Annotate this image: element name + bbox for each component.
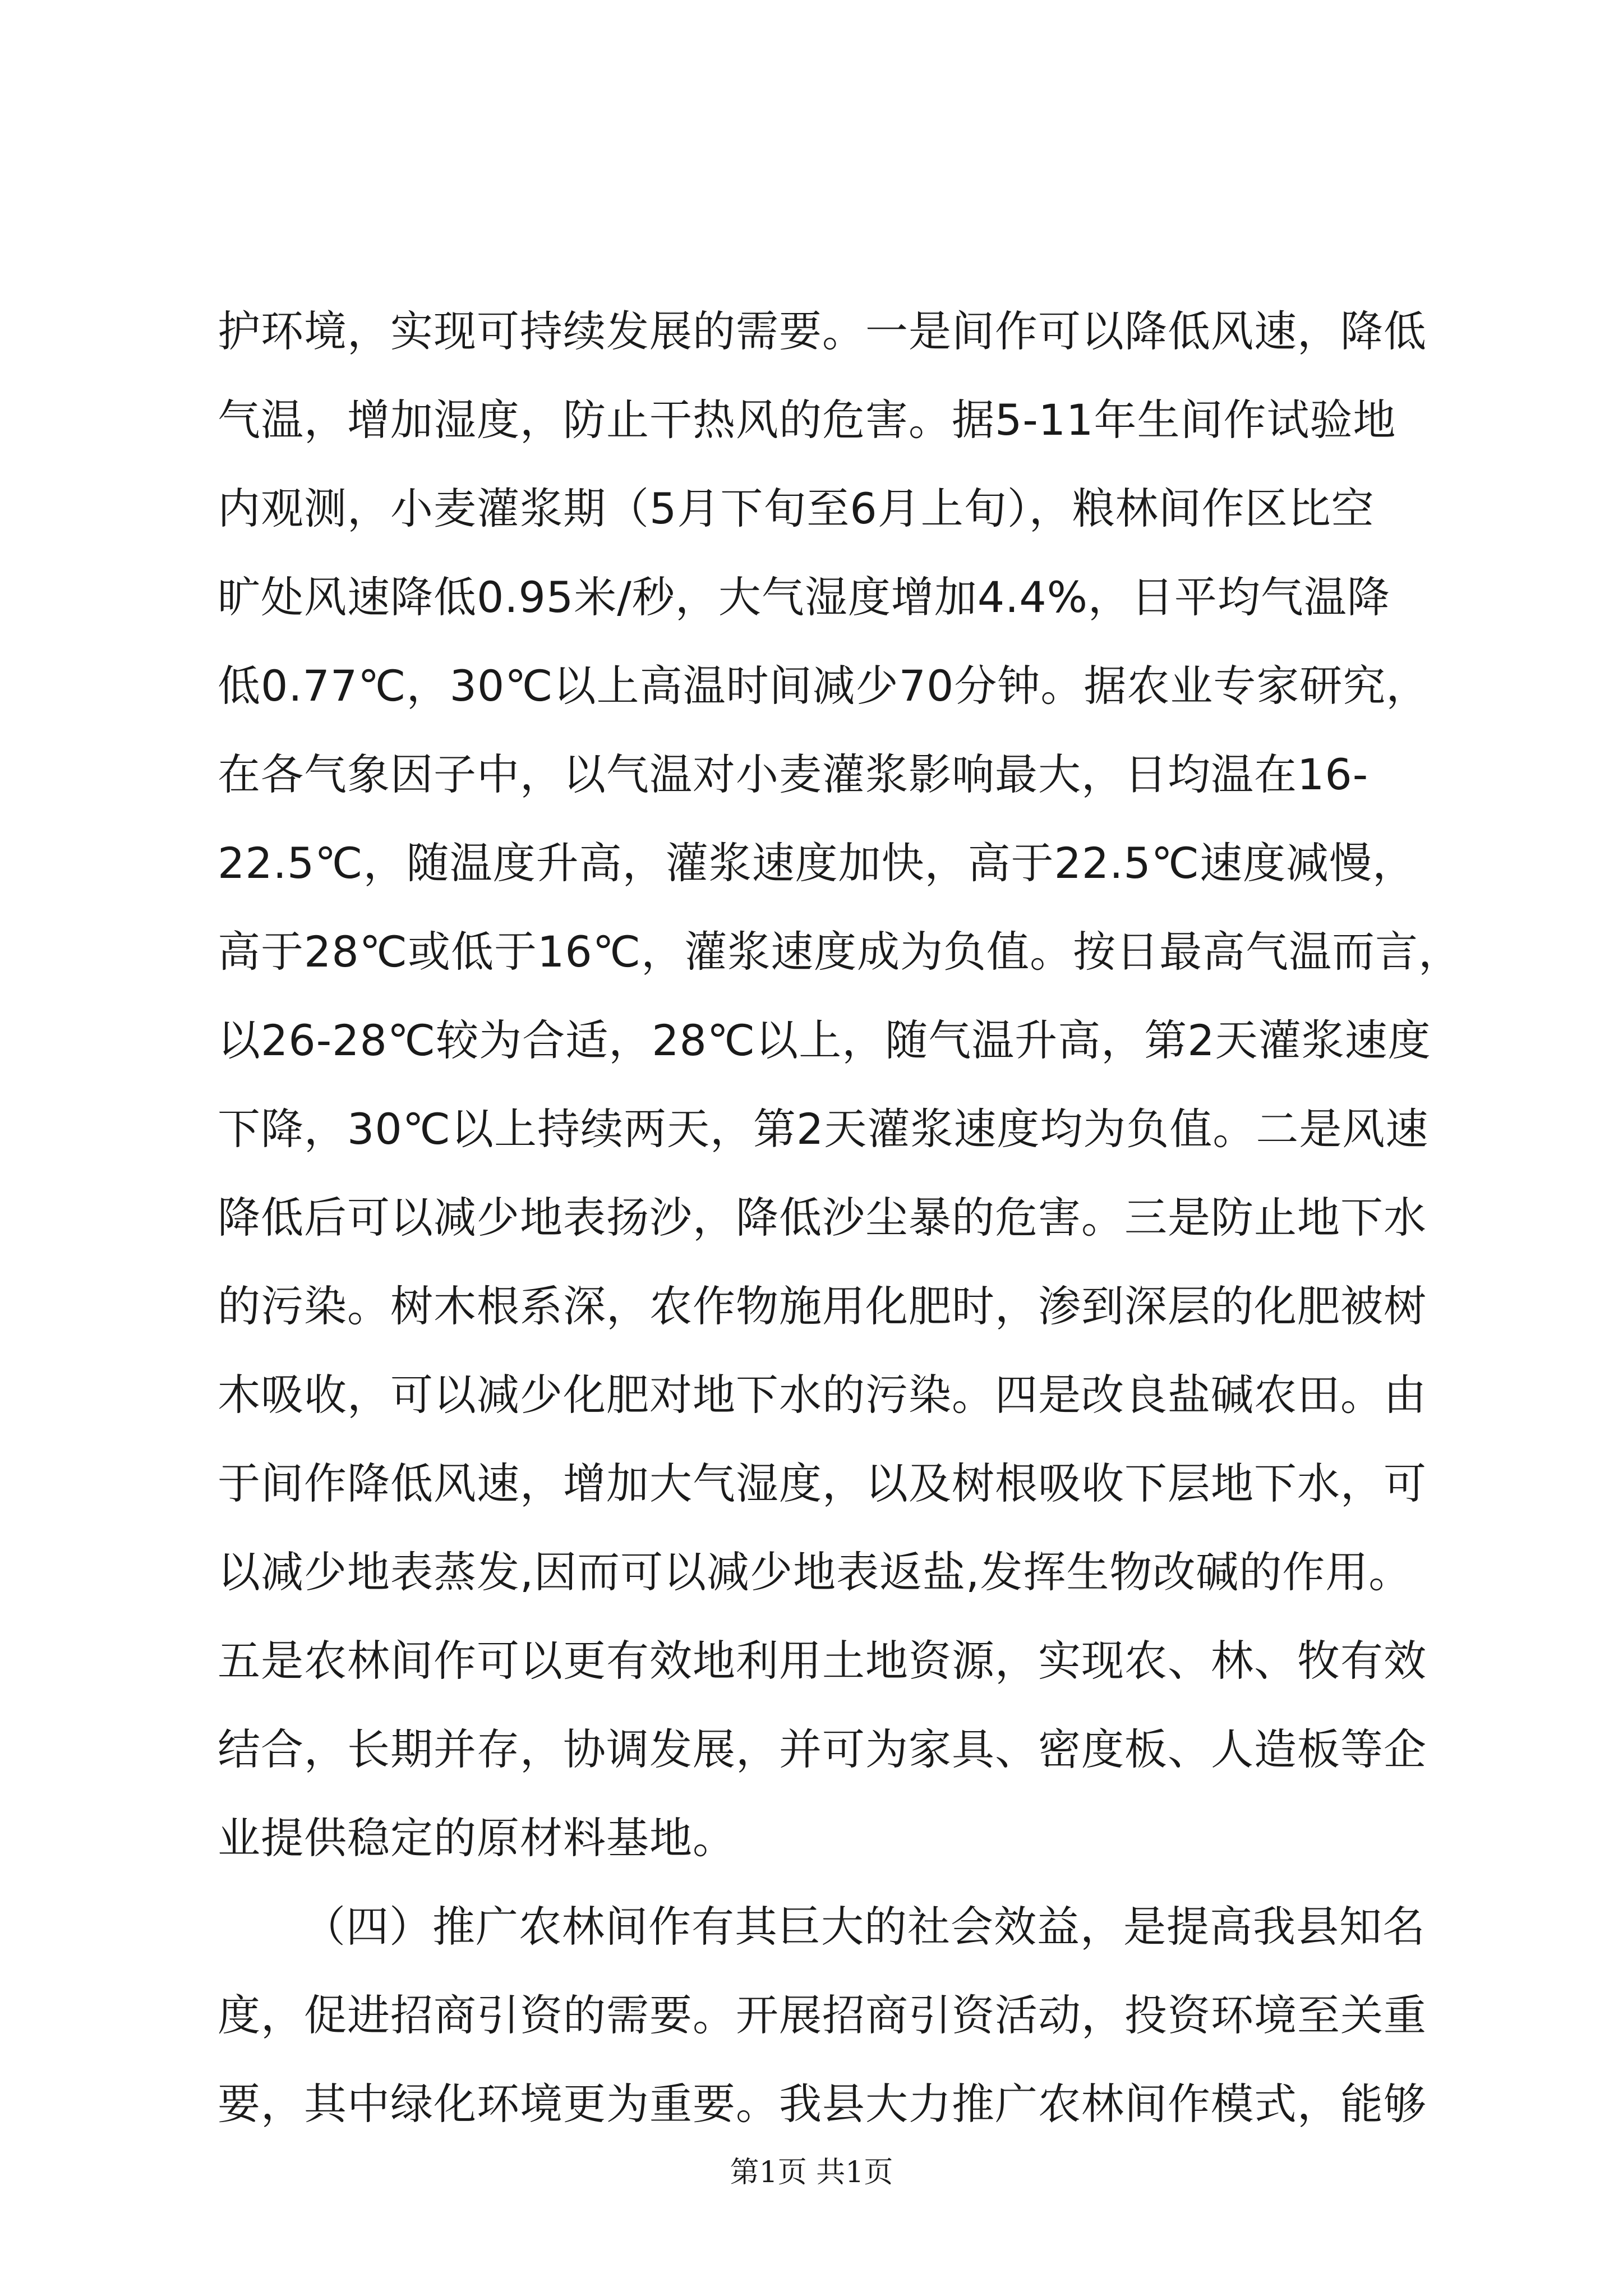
text-line-9: 以26-28℃较为合适，28℃以上，随气温升高，第2天灌浆速度: [218, 1015, 1431, 1065]
page-number-label: 第1页 共1页: [730, 2156, 893, 2189]
text-line-10: 下降，30℃以上持续两天，第2天灌浆速度均为负值。二是风速: [218, 1104, 1429, 1154]
text-line-4: 旷处风速降低0.95米/秒，大气湿度增加4.4%，日平均气温降: [218, 572, 1390, 622]
text-line-12: 的污染。树木根系深，农作物施用化肥时，渗到深层的化肥被树: [218, 1281, 1427, 1331]
text-line-7: 22.5℃，随温度升高，灌浆速度加快，高于22.5℃速度减慢，: [218, 838, 1416, 888]
page-footer: [0, 2153, 1623, 2192]
text-line-21: 要，其中绿化环境更为重要。我县大力推广农林间作模式，能够: [218, 2079, 1427, 2129]
text-line-18: 业提供稳定的原材料基地。: [218, 1813, 736, 1863]
text-line-3: 内观测，小麦灌浆期（5月下旬至6月上旬），粮林间作区比空: [218, 484, 1375, 533]
text-line-16: 五是农林间作可以更有效地利用土地资源，实现农、林、牧有效: [218, 1636, 1427, 1686]
text-line-15: 以减少地表蒸发,因而可以减少地表返盐,发挥生物改碱的作用。: [218, 1547, 1412, 1597]
text-line-17: 结合，长期并存，协调发展，并可为家具、密度板、人造板等企: [218, 1724, 1427, 1774]
text-line-5: 低0.77℃，30℃以上高温时间减少70分钟。据农业专家研究，: [218, 661, 1430, 711]
text-line-20: 度，促进招商引资的需要。开展招商引资活动，投资环境至关重: [218, 1990, 1427, 2040]
text-line-2: 气温，增加湿度，防止干热风的危害。据5-11年生间作试验地: [218, 395, 1396, 445]
text-line-6: 在各气象因子中，以气温对小麦灌浆影响最大，日均温在16-: [218, 749, 1369, 799]
text-line-1: 护环境，实现可持续发展的需要。一是间作可以降低风速，降低: [218, 306, 1427, 356]
text-line-8: 高于28℃或低于16℃，灌浆速度成为负值。按日最高气温而言，: [218, 927, 1462, 977]
text-line-13: 木吸收，可以减少化肥对地下水的污染。四是改良盐碱农田。由: [218, 1370, 1427, 1420]
document-body: [218, 287, 1462, 2148]
text-line-11: 降低后可以减少地表扬沙，降低沙尘暴的危害。三是防止地下水: [218, 1193, 1427, 1243]
text-line-19: （四）推广农林间作有其巨大的社会效益，是提高我县知名: [303, 1902, 1426, 1952]
text-line-14: 于间作降低风速，增加大气湿度，以及树根吸收下层地下水，可: [218, 1458, 1427, 1508]
